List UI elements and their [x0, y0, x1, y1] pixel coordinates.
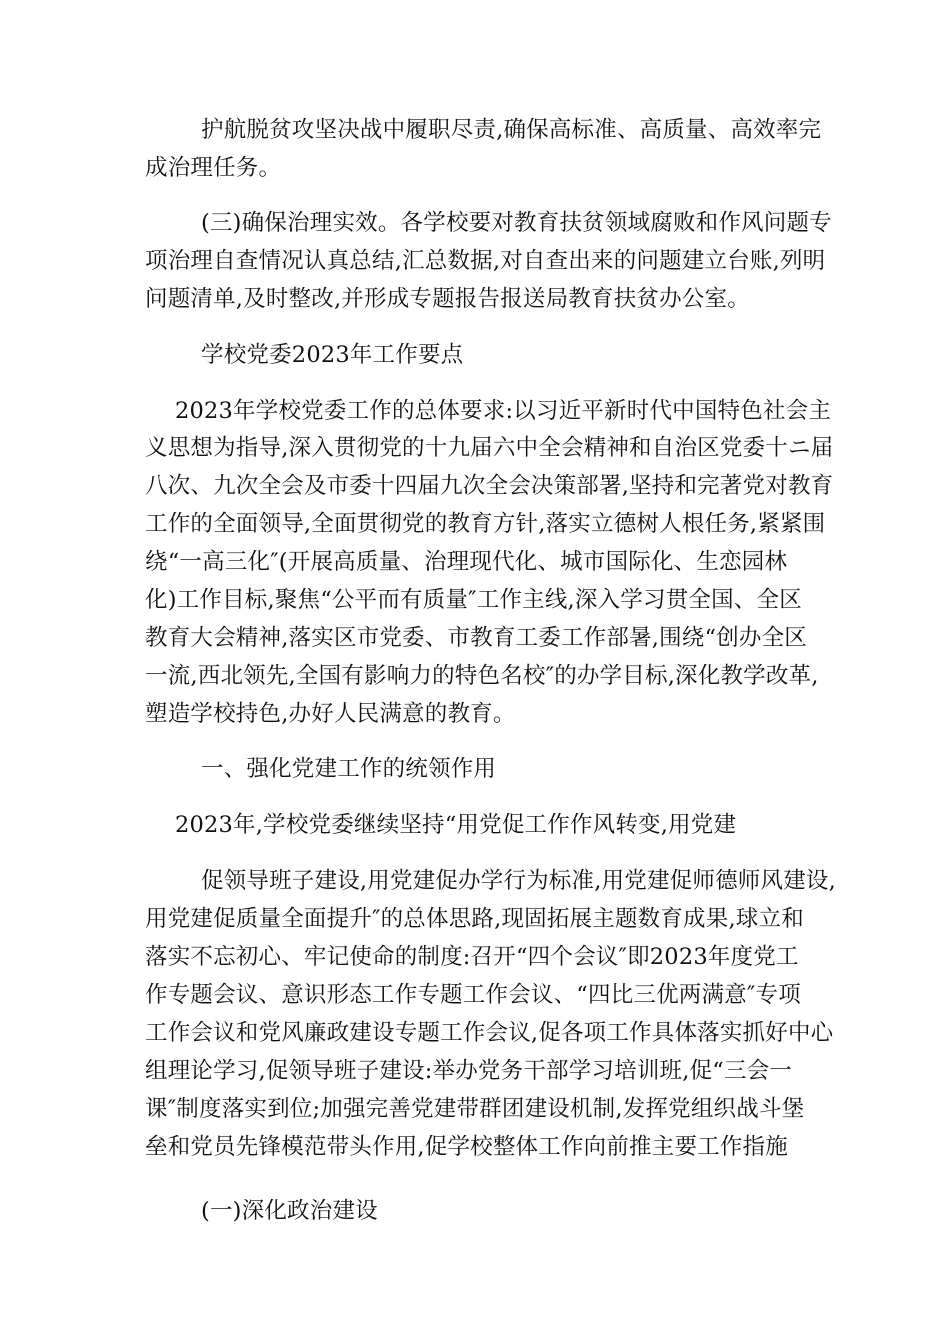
- paragraph-general-requirements-line-8: 一流,西北领先,全国有影响力的特色名校″的办学目标,深化教学改革,: [145, 663, 819, 689]
- paragraph-general-requirements-line-6: 化)工作目标,聚焦“公平而有质量″工作主线,深入学习贯全国、全区: [145, 587, 802, 613]
- paragraph-ensure-effectiveness-line-3: 问题清单,及时整改,并形成专题报告报送局教育扶贫办公室。: [145, 286, 750, 312]
- paragraph-party-building-line-1: 促领导班子建设,用党建促办学行为标准,用党建促师德师风建设,: [201, 868, 836, 894]
- paragraph-party-building-line-2: 用党建促质量全面提升″的总体思路,现固拓展主题数育成果,球立和: [145, 906, 804, 932]
- paragraph-continuation-line-1: 护航脱贫攻坚决战中履职尽责,确保高标准、高质量、高效率完: [201, 117, 822, 143]
- paragraph-general-requirements-line-2: 义思想为指导,深入贯彻党的十九届六中全会精神和自治区党委十ニ届: [145, 435, 834, 461]
- paragraph-general-requirements-line-3: 八次、九次全会及市委十四届九次全会决策部署,坚持和完著党对教育: [145, 473, 834, 499]
- paragraph-general-requirements-line-9: 塑造学校持色,办好人民满意的教育。: [145, 701, 516, 727]
- subsection-heading-one: (一)深化政治建设: [201, 1198, 378, 1224]
- paragraph-party-building-line-4: 作专题会议、意识形态工作专题工作会议、“四比三优两满意″专项: [145, 982, 801, 1008]
- paragraph-general-requirements-line-4: 工作的全面领导,全面贯彻党的教育方针,落实立德树人根任务,紧紧围: [145, 511, 826, 537]
- paragraph-general-requirements-line-7: 教育大会精神,落实区市党委、市教育工委工作部暑,围绕“创办全区: [145, 625, 808, 651]
- paragraph-ensure-effectiveness-line-1: (三)确保治理实效。各学校要对教育扶贫领域腐败和作风问题专: [201, 210, 832, 236]
- paragraph-general-requirements-line-1: 2023年学校党委工作的总体要求:以习近平新时代中国特色社会主: [175, 398, 832, 424]
- document-title: 学校党委2023年工作要点: [201, 342, 464, 368]
- paragraph-general-requirements-line-5: 绕“一高三化″(开展高质量、治理现代化、城市国际化、生恋园林: [145, 549, 788, 575]
- section-heading-one: 一、强化党建工作的统领作用: [201, 756, 497, 782]
- paragraph-party-building-line-3: 落实不忘初心、牢记使命的制度:召开“四个会议″即2023年度党工: [145, 944, 799, 970]
- paragraph-ensure-effectiveness-line-2: 项治理自查情况认真总结,汇总数据,对自查出来的问题建立台账,列明: [145, 248, 826, 274]
- paragraph-party-building-line-5: 工作会议和党风廉政建设专题工作会议,促各项工作具体落实抓好中心: [145, 1020, 834, 1046]
- paragraph-party-building-line-8: 垒和党员先锋模范带头作用,促学校整体工作向前推主要工作指施: [145, 1134, 788, 1160]
- paragraph-party-building-line-6: 组理论学习,促领导班子建设:举办党务干部学习培训班,促“三会一: [145, 1058, 793, 1084]
- paragraph-2023-intro-line-1: 2023年,学校党委继续坚持“用党促工作作风转变,用党建: [175, 812, 737, 838]
- paragraph-party-building-line-7: 课″制度落实到位;加强完善党建带群团建设机制,发挥党组织战斗堡: [145, 1096, 805, 1122]
- paragraph-continuation-line-2: 成治理任务。: [145, 155, 282, 181]
